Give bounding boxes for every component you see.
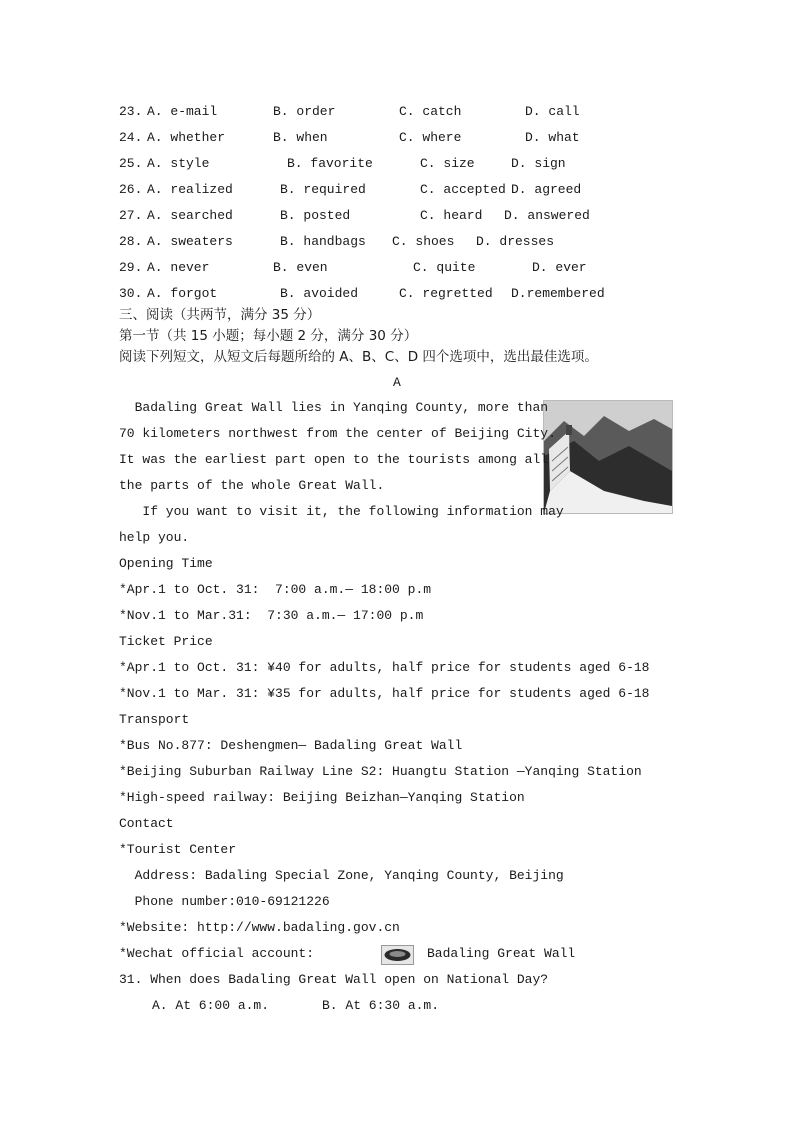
- option-c: C. regretted: [399, 286, 493, 301]
- option-b: B. avoided: [280, 286, 359, 301]
- option-b: B. required: [280, 182, 366, 197]
- option-a: A. style: [147, 156, 210, 171]
- option-c: C. shoes: [392, 234, 455, 249]
- part-heading: 第一节（共 15 小题；每小题 2 分，满分 30 分）: [119, 328, 418, 344]
- question-31-stem: 31. When does Badaling Great Wall open on National Day?: [119, 972, 549, 987]
- option-b: B. posted: [280, 208, 351, 223]
- opening-time-item: *Apr.1 to Oct. 31: 7:00 a.m.— 18:00 p.m: [119, 582, 432, 597]
- transport-title: Transport: [119, 712, 190, 727]
- option-b: B. even: [273, 260, 328, 275]
- option-c: C. where: [399, 130, 462, 145]
- question-number: 25.: [119, 156, 143, 171]
- transport-item: *Bus No.877: Deshengmen— Badaling Great Wall: [119, 738, 463, 753]
- option-d: D. agreed: [511, 182, 582, 197]
- opening-time-title: Opening Time: [119, 556, 213, 571]
- option-c: C. size: [420, 156, 475, 171]
- question-number: 30.: [119, 286, 143, 301]
- option-d: D. what: [525, 130, 580, 145]
- transport-item: *Beijing Suburban Railway Line S2: Huangtu Station —Yanqing Station: [119, 764, 642, 779]
- passage-label: A: [393, 375, 401, 390]
- opening-time-item: *Nov.1 to Mar.31: 7:30 a.m.— 17:00 p.m: [119, 608, 424, 623]
- question-31-option-a: A. At 6:00 a.m.: [152, 998, 270, 1013]
- option-b: B. handbags: [280, 234, 366, 249]
- address: Address: Badaling Special Zone, Yanqing County, Beijing: [119, 868, 564, 883]
- passage-line: Badaling Great Wall lies in Yanqing County, more than: [119, 400, 549, 415]
- ticket-price-title: Ticket Price: [119, 634, 213, 649]
- website: *Website: http://www.badaling.gov.cn: [119, 920, 400, 935]
- wechat-account-name: Badaling Great Wall: [427, 946, 576, 961]
- ticket-price-item: *Apr.1 to Oct. 31: ¥40 for adults, half price for students aged 6-18: [119, 660, 650, 675]
- passage-line: help you.: [119, 530, 190, 545]
- passage-line: 70 kilometers northwest from the center of Beijing City.: [119, 426, 556, 441]
- question-31-option-b: B. At 6:30 a.m.: [322, 998, 440, 1013]
- option-a: A. never: [147, 260, 210, 275]
- ticket-price-item: *Nov.1 to Mar. 31: ¥35 for adults, half price for students aged 6-18: [119, 686, 650, 701]
- question-number: 28.: [119, 234, 143, 249]
- option-d: D. sign: [511, 156, 566, 171]
- option-d: D. call: [525, 104, 580, 119]
- question-number: 26.: [119, 182, 143, 197]
- phone-number: Phone number:010-69121226: [119, 894, 330, 909]
- section-heading: 三、阅读（共两节，满分 35 分）: [119, 307, 321, 323]
- wechat-label: *Wechat official account:: [119, 946, 315, 961]
- option-c: C. accepted: [420, 182, 506, 197]
- question-number: 24.: [119, 130, 143, 145]
- contact-title: Contact: [119, 816, 174, 831]
- option-c: C. heard: [420, 208, 483, 223]
- instructions: 阅读下列短文，从短文后每题所给的 A、B、C、D 四个选项中，选出最佳选项。: [119, 349, 598, 365]
- passage-line: It was the earliest part open to the tourists among all: [119, 452, 549, 467]
- option-d: D. ever: [532, 260, 587, 275]
- passage-line: the parts of the whole Great Wall.: [119, 478, 385, 493]
- option-d: D. answered: [504, 208, 590, 223]
- option-a: A. searched: [147, 208, 233, 223]
- wechat-qr-icon: [381, 945, 414, 965]
- question-number: 29.: [119, 260, 143, 275]
- option-a: A. realized: [147, 182, 233, 197]
- question-number: 23.: [119, 104, 143, 119]
- option-d: D. dresses: [476, 234, 555, 249]
- transport-item: *High-speed railway: Beijing Beizhan—Yanqing Station: [119, 790, 525, 805]
- option-a: A. whether: [147, 130, 226, 145]
- option-c: C. quite: [413, 260, 476, 275]
- option-a: A. forgot: [147, 286, 218, 301]
- tourist-center: *Tourist Center: [119, 842, 237, 857]
- option-b: B. order: [273, 104, 336, 119]
- question-number: 27.: [119, 208, 143, 223]
- option-b: B. when: [273, 130, 328, 145]
- option-c: C. catch: [399, 104, 462, 119]
- option-a: A. e-mail: [147, 104, 218, 119]
- great-wall-photo: [543, 400, 673, 514]
- passage-line: If you want to visit it, the following information may: [119, 504, 564, 519]
- option-b: B. favorite: [287, 156, 373, 171]
- option-a: A. sweaters: [147, 234, 233, 249]
- option-d: D.remembered: [511, 286, 605, 301]
